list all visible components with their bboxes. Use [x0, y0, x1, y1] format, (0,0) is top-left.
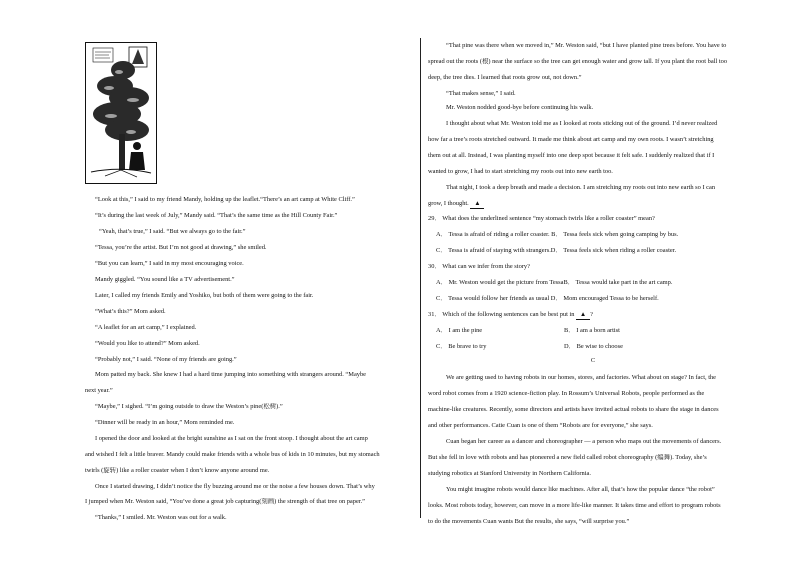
right-line: That night, I took a deep breath and made a decision. I am stretching my roots out into new earth so I can: [446, 184, 716, 191]
passage-c-line: You might imagine robots would dance like machines. After all, that’s how the popular dance “the robot”: [446, 486, 715, 493]
left-line: “Thanks,” I smiled. Mr. Weston was out for a walk.: [95, 514, 227, 521]
passage-c-line: Cuan began her career as a dancer and choreographer — a person who maps out the movements of dancers.: [446, 438, 722, 445]
right-line: how far a tree’s roots stretched outward. It made me think about art camp and my own roots. I wasn’t stretching: [428, 136, 714, 143]
left-line: “Look at this,” I said to my friend Mandy, holding up the leaflet.“There’s an art camp at White Cliff.”: [95, 196, 355, 203]
column-divider: [420, 38, 421, 518]
right-line: them out at all. Instead, I was planting myself into one deep spot because it felt safe. I suddenly realized that if I: [428, 152, 715, 159]
right-line: “That pine was there when we moved in,” Mr. Weston said, “but I have planted pine trees before. You have to: [446, 42, 727, 49]
right-line: deep, the tree dies. I learned that roots grow out, not down.”: [428, 74, 582, 81]
question-31-stem-text: 31． Which of the following sentences can be best put in: [428, 311, 575, 318]
left-line: and wished I felt a little braver. Mandy could make friends with a whole bus of kids in 10 minutes, but my stomach: [85, 451, 380, 458]
left-line: Mandy giggled. “You sound like a TV advertisement.”: [95, 276, 235, 283]
question-29-stem: 29． What does the underlined sentence “my stomach twirls like a roller coaster” mean?: [428, 215, 655, 222]
answer-blank: ▲: [576, 311, 590, 320]
passage-c-line: studying robotics at Stanford University in Northern California.: [428, 470, 591, 477]
question-29-options-cd: C． Tessa is afraid of staying with strangers.D． Tessa feels sick when riding a roller coaster.: [436, 247, 677, 254]
right-line: wanted to grow, I had to start stretching my roots out into new earth too.: [428, 168, 613, 175]
left-line: “Tessa, you’re the artist. But I’m not good at drawing,” she smiled.: [95, 244, 267, 251]
right-line: Mr. Weston nodded good-bye before continuing his walk.: [446, 104, 594, 111]
question-29-options-ab: A． Tessa is afraid of riding a roller coaster. B． Tessa feels sick when going camping by bus.: [436, 231, 679, 238]
left-line: “Dinner will be ready in an hour,” Mom reminded me.: [95, 419, 235, 426]
right-line-with-blank: [428, 200, 758, 209]
right-line: “That makes sense,” I said.: [446, 90, 516, 97]
passage-c-line: and other performances. Catie Cuan is one of them “Robots are for everyone,” she says.: [428, 422, 653, 429]
left-line: “A leaflet for an art camp,” I explained.: [95, 324, 197, 331]
question-31-option-a: A． I am the pine: [436, 327, 483, 334]
answer-blank: ▲: [470, 200, 484, 209]
question-31-option-b: B． I am a born artist: [564, 327, 620, 334]
left-line: next year.”: [85, 387, 113, 394]
question-31-stem-end: ?: [590, 311, 593, 318]
left-line: I opened the door and looked at the bright sunshine as I sat on the front stoop. I thought about the art camp: [95, 435, 368, 442]
left-line: “Would you like to attend?” Mom asked.: [95, 340, 200, 347]
left-line: Mom patted my back. She knew I had a hard time jumping into something with strangers around. “Maybe: [95, 371, 367, 378]
passage-c-line: But she fell in love with robots and has pioneered a new field called robot choreography (编舞). Today, she’s: [428, 454, 707, 461]
left-line: “It’s during the last week of July,” Mandy said. “That’s the same time as the Hill County Fair.”: [95, 212, 338, 219]
passage-c-line: machine-like creatures. Recently, some directors and artists have invited actual robots to share the stage in dances: [428, 406, 719, 413]
question-30-stem: 30． What can we infer from the story?: [428, 263, 530, 270]
right-line: spread out the roots (根) near the surface so the tree can get enough water and grow tall. If you plant the root ball too: [428, 58, 728, 65]
left-line: “Yeah, that’s true,” I said. “But we always go to the fair.”: [99, 228, 246, 235]
left-line: Later, I called my friends Emily and Yoshiko, but both of them were going to the fair.: [95, 292, 314, 299]
passage-c-line: We are getting used to having robots in our homes, stores, and factories. What about on stage? In fact, the: [446, 374, 717, 381]
left-line: Once I started drawing, I didn’t notice the fly buzzing around me or the noise a few houses down. That’s why: [95, 483, 375, 490]
right-line: I thought about what Mr. Weston told me as I looked at roots sticking out of the ground. I’d never realized: [446, 120, 718, 127]
passage-c-line: looks. Most robots today, however, can move in a more life-like manner. It takes time and effort to program robots: [428, 502, 721, 509]
question-31-option-d: D． Be wise to choose: [564, 343, 623, 350]
left-line: twirls (旋转) like a roller coaster when I don’t know anyone around me.: [85, 467, 270, 474]
right-line-text: grow, I thought.: [428, 200, 469, 207]
left-line: “What’s this?” Mom asked.: [95, 308, 166, 315]
left-line: I jumped when Mr. Weston said, “You’ve done a great job capturing(刻画) the strength of that tree on paper.”: [85, 498, 366, 505]
left-line: “Maybe,” I sighed. “I’m going outside to draw the Weston’s pine(松树).”: [95, 403, 283, 410]
section-heading: C: [590, 357, 596, 364]
pine-tree-sketch: [85, 42, 157, 184]
question-31-stem: [428, 311, 758, 320]
question-30-options-ab: A． Mr. Weston would get the picture from TessaB． Tessa would take part in the art camp.: [436, 279, 673, 286]
question-30-options-cd: C． Tessa would follow her friends as usual D． Mom encouraged Tessa to be herself.: [436, 295, 659, 302]
question-31-option-c: C． Be brave to try: [436, 343, 487, 350]
left-line: “Probably not,” I said. “None of my friends are going.”: [95, 356, 237, 363]
left-line: “But you can learn,” I said in my most encouraging voice.: [95, 260, 244, 267]
passage-c-line: word robot comes from a 1920 science-fiction play. In Rossum’s Universal Robots, people performed as the: [428, 390, 705, 397]
passage-c-line: to do the movements Cuan wants But the results, she says, “will surprise you.”: [428, 518, 630, 525]
